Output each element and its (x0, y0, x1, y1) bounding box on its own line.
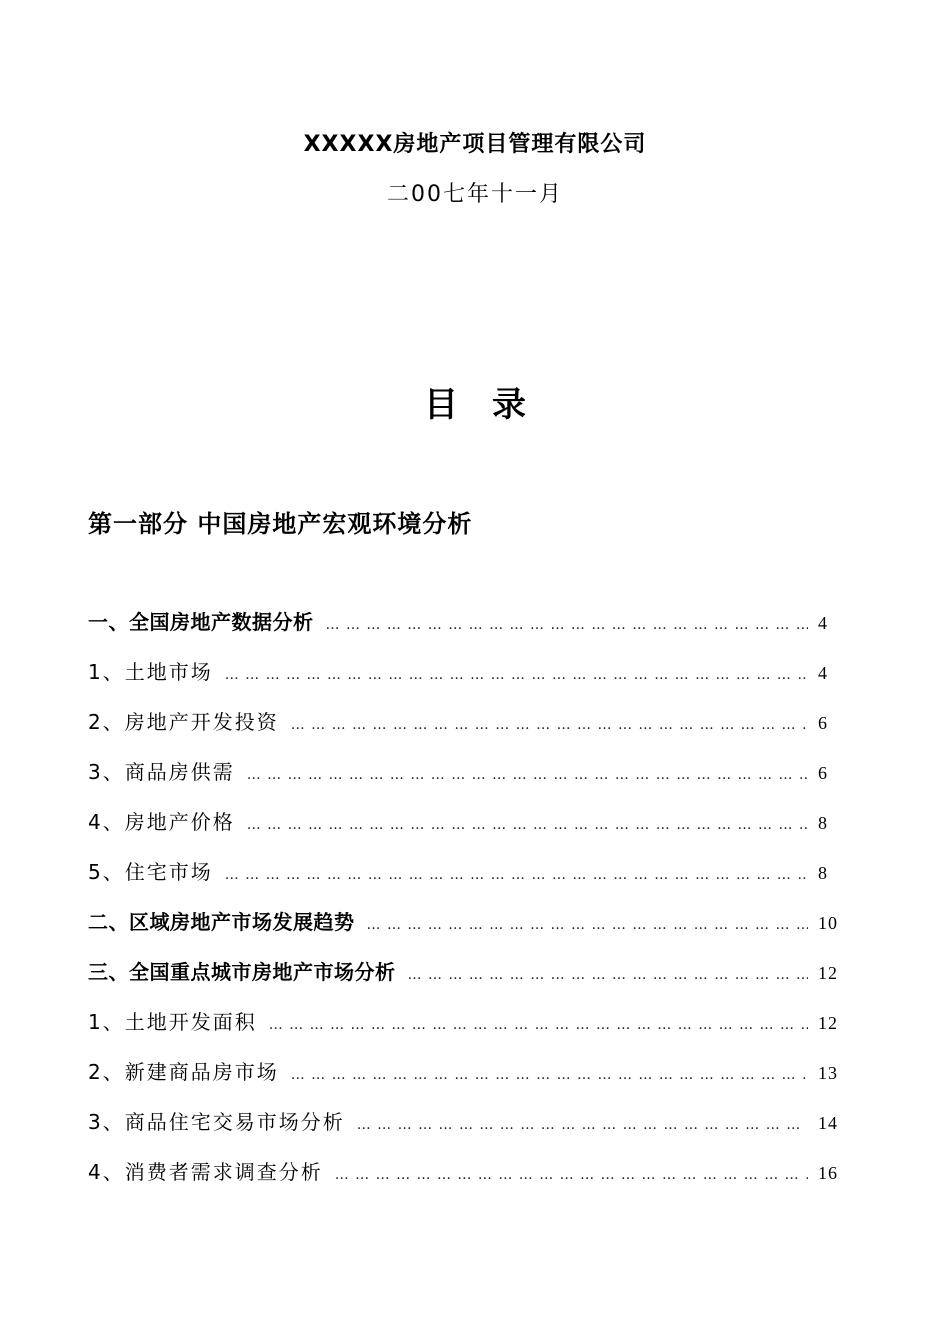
toc-entry[interactable] (88, 605, 848, 655)
toc-entry[interactable] (88, 655, 848, 705)
toc-entry-page: 6 (818, 763, 828, 783)
toc-entry[interactable] (88, 1155, 848, 1205)
toc-entry-label: 3、商品房供需 (88, 760, 235, 784)
toc-entry[interactable] (88, 905, 848, 955)
toc-leader-dots (408, 958, 809, 992)
toc-entry[interactable] (88, 705, 848, 755)
toc-entry-page: 8 (818, 863, 828, 883)
toc-leader-dots (335, 1158, 808, 1192)
toc-leader-dots (225, 858, 808, 892)
toc-entry[interactable] (88, 1105, 848, 1155)
toc-entry[interactable] (88, 1005, 848, 1055)
toc-list (88, 605, 848, 1205)
toc-entry-page: 12 (818, 1013, 838, 1033)
toc-leader-dots (367, 908, 809, 942)
toc-leader-dots (247, 808, 808, 842)
toc-entry-page: 14 (818, 1113, 838, 1133)
toc-leader-dots (357, 1108, 808, 1142)
toc-entry[interactable] (88, 1055, 848, 1105)
toc-entry-page: 8 (818, 813, 828, 833)
toc-entry-page: 4 (818, 613, 828, 633)
toc-entry[interactable] (88, 855, 848, 905)
toc-title: 目录 (424, 385, 560, 425)
toc-entry-page: 10 (818, 913, 838, 933)
toc-entry-label: 3、商品住宅交易市场分析 (88, 1110, 345, 1134)
company-name: XXXXX房地产项目管理有限公司 (303, 132, 647, 157)
toc-entry-page: 16 (818, 1163, 838, 1183)
toc-entry-label: 2、房地产开发投资 (88, 710, 279, 734)
toc-entry-label: 二、区域房地产市场发展趋势 (88, 910, 355, 934)
toc-entry-label: 5、住宅市场 (88, 860, 213, 884)
toc-entry-label: 一、全国房地产数据分析 (88, 610, 314, 634)
report-date: 二00七年十一月 (387, 182, 563, 207)
toc-leader-dots (247, 758, 808, 792)
toc-leader-dots (269, 1008, 808, 1042)
toc-leader-dots (291, 1058, 808, 1092)
toc-entry-label: 4、房地产价格 (88, 810, 235, 834)
toc-entry[interactable] (88, 805, 848, 855)
toc-leader-dots (326, 608, 809, 642)
part-title: 第一部分 中国房地产宏观环境分析 (88, 510, 473, 538)
toc-entry-page: 13 (818, 1063, 838, 1083)
toc-entry[interactable] (88, 955, 848, 1005)
toc-entry[interactable] (88, 755, 848, 805)
toc-entry-label: 4、消费者需求调查分析 (88, 1160, 323, 1184)
toc-entry-label: 1、土地市场 (88, 660, 213, 684)
toc-entry-page: 4 (818, 663, 828, 683)
toc-entry-page: 12 (818, 963, 838, 983)
toc-leader-dots (225, 658, 808, 692)
toc-entry-label: 1、土地开发面积 (88, 1010, 257, 1034)
toc-entry-page: 6 (818, 713, 828, 733)
toc-entry-label: 2、新建商品房市场 (88, 1060, 279, 1084)
toc-leader-dots (291, 708, 808, 742)
toc-entry-label: 三、全国重点城市房地产市场分析 (88, 960, 396, 984)
